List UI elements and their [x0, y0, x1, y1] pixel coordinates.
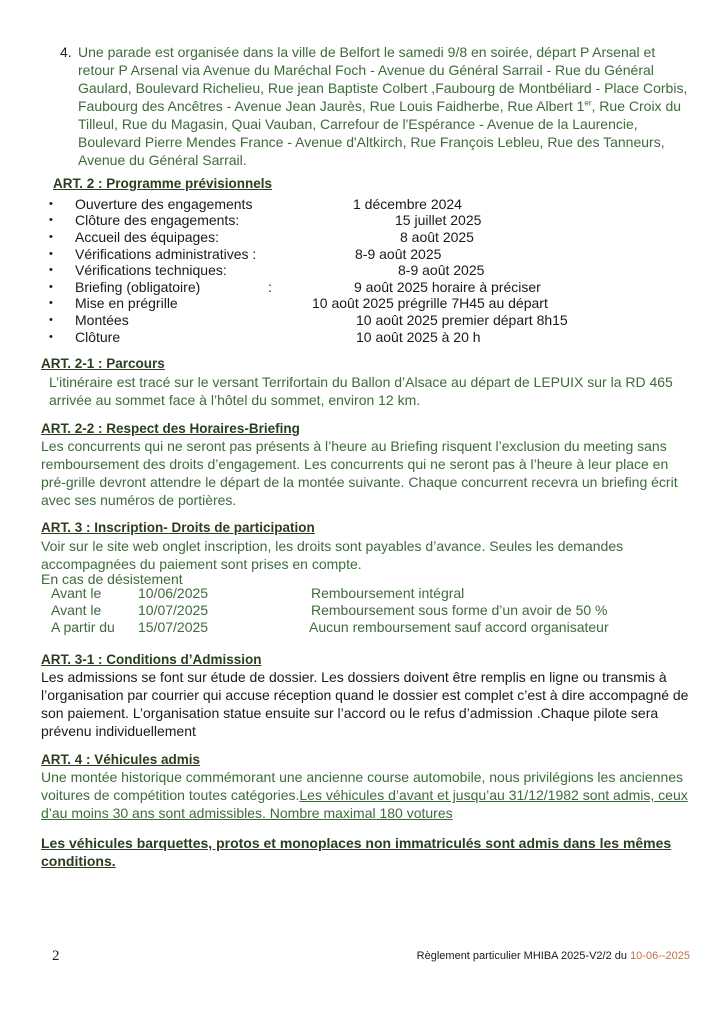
bullet: •: [49, 314, 53, 326]
refund-when: Avant le: [51, 585, 102, 601]
program-value: 8-9 août 2025: [398, 262, 485, 278]
program-label: Accueil des équipages:: [75, 229, 219, 245]
program-label: Mise en prégrille: [75, 295, 178, 311]
refund-result: Remboursement intégral: [311, 585, 465, 601]
art4-title: ART. 4 : Véhicules admis: [41, 752, 201, 767]
parade-text-cont: , Rue Croix du Tilleul, Rue du Magasin, Quai Vauban, Carrefour de l'Espérance - Avenue de la Laurencie, Boulevard Pierre Mendes France - Avenue d'Altkirch, Rue François Lebleu, Rue des Tanneurs, Avenue du Général Sarrail.: [78, 98, 682, 168]
art22-text: Les concurrents qui ne seront pas présents à l’heure au Briefing risquent l’exclusion du meeting sans remboursement des droits d’engagement. Les concurrents qui ne seront pas à l’heure à leur place en pré-grille devront attendre le départ de la montée suivante. Chaque concurrent recevra un briefing écrit avec ses numéros de portières.: [41, 438, 678, 508]
refund-date: 10/06/2025: [138, 585, 209, 601]
program-value: 8 août 2025: [400, 229, 474, 245]
bullet: •: [49, 248, 53, 260]
superscript-er: er: [584, 98, 592, 108]
bullet: •: [49, 214, 53, 226]
program-label: Clôture: [75, 329, 121, 345]
art22-title: ART. 2-2 : Respect des Horaires-Briefing: [41, 421, 300, 436]
program-label: Montées: [75, 312, 129, 328]
bullet: •: [49, 281, 53, 293]
art4-text: [41, 768, 691, 822]
art2-title: ART. 2 : Programme prévisionnels: [53, 176, 273, 191]
program-value: 10 août 2025 premier départ 8h15: [356, 312, 568, 328]
program-label: Clôture des engagements:: [75, 212, 240, 228]
refund-when: Avant le: [51, 602, 102, 618]
refund-result: Aucun remboursement sauf accord organisateur: [309, 619, 609, 635]
program-label: Ouverture des engagements: [75, 196, 253, 212]
footer-label: Règlement particulier MHIBA 2025-V2/2 du: [416, 950, 631, 962]
refund-result: Remboursement sous forme d’un avoir de 50 %: [311, 602, 608, 618]
program-value: 10 août 2025 à 20 h: [356, 329, 481, 345]
art21-text: L’itinéraire est tracé sur le versant Terrifortain du Ballon d’Alsace au départ de LEPUIX sur la RD 465 arrivée au sommet face à l’hôtel du sommet, environ 12 km.: [49, 374, 673, 408]
program-value: 9 août 2025 horaire à préciser: [354, 279, 541, 295]
program-value: 15 juillet 2025: [395, 212, 482, 228]
refund-when: A partir du: [51, 619, 115, 635]
program-label: Briefing (obligatoire): [75, 279, 201, 295]
art3-text: Voir sur le site web onglet inscription, les droits sont payables d’avance. Seules les demandes accompagnées du paiement sont prises en compte.: [41, 538, 624, 572]
art31-text: Les admissions se font sur étude de dossier. Les dossiers doivent être remplis en ligne ou transmis à l’organisation par courrier qui accuse réception quand le dossier est complet c’est à dire accompagné de son paiement. L’organisation statue ensuite sur l’accord ou le refus d’admission .Chaque pilote sera prévenu individuellement: [41, 669, 689, 739]
art31-title: ART. 3-1 : Conditions d’Admission: [41, 652, 262, 667]
footer-text: [417, 950, 690, 962]
program-value: 10 août 2025 prégrille 7H45 au départ: [312, 295, 548, 311]
bullet: •: [49, 198, 53, 210]
footer-date: 10-06--2025: [630, 950, 690, 962]
art4-text-b: Les véhicules d’avant et jusqu’au 31/12/1982 sont admis, ceux d’au moins 30 ans sont admissibles. Nombre maximal 180 votures: [41, 787, 688, 821]
desist-label: En cas de désistement: [41, 571, 183, 587]
program-value: 8-9 août 2025: [355, 246, 442, 262]
program-label: Vérifications administratives :: [75, 246, 257, 262]
art4-text-a: Une montée historique commémorant une ancienne course automobile, nous privilégions les anciennes voitures de compétition toutes catégories.: [41, 769, 684, 803]
program-value: 1 décembre 2024: [353, 196, 462, 212]
bullet: •: [49, 331, 53, 343]
parade-text: Une parade est organisée dans la ville de Belfort le samedi 9/8 en soirée, départ P Arsenal et retour P Arsenal via Avenue du Maréchal Foch - Avenue du Général Sarrail - Rue du Général Gaulard, Boulevard Richelieu, Rue jean Baptiste Colbert ,Faubourg de Montbéliard - Place Corbis, Faubourg des Ancêtres - Avenue Jean Jaurès, Rue Louis Faidherbe, Rue Albert 1: [78, 44, 688, 114]
program-label: Vérifications techniques:: [75, 262, 227, 278]
list-number: 4.: [60, 44, 72, 60]
program-colon: :: [268, 279, 272, 295]
refund-date: 10/07/2025: [138, 602, 209, 618]
art21-title: ART. 2-1 : Parcours: [41, 356, 165, 371]
art4-bold-note: Les véhicules barquettes, protos et monoplaces non immatriculés sont admis dans les mêmes conditions.: [41, 835, 672, 869]
parade-item: [60, 43, 688, 169]
bullet: •: [49, 264, 53, 276]
page-number: 2: [52, 948, 60, 964]
art3-title: ART. 3 : Inscription- Droits de participation: [41, 520, 315, 535]
bullet: •: [49, 231, 53, 243]
refund-date: 15/07/2025: [138, 619, 209, 635]
bullet: •: [49, 297, 53, 309]
